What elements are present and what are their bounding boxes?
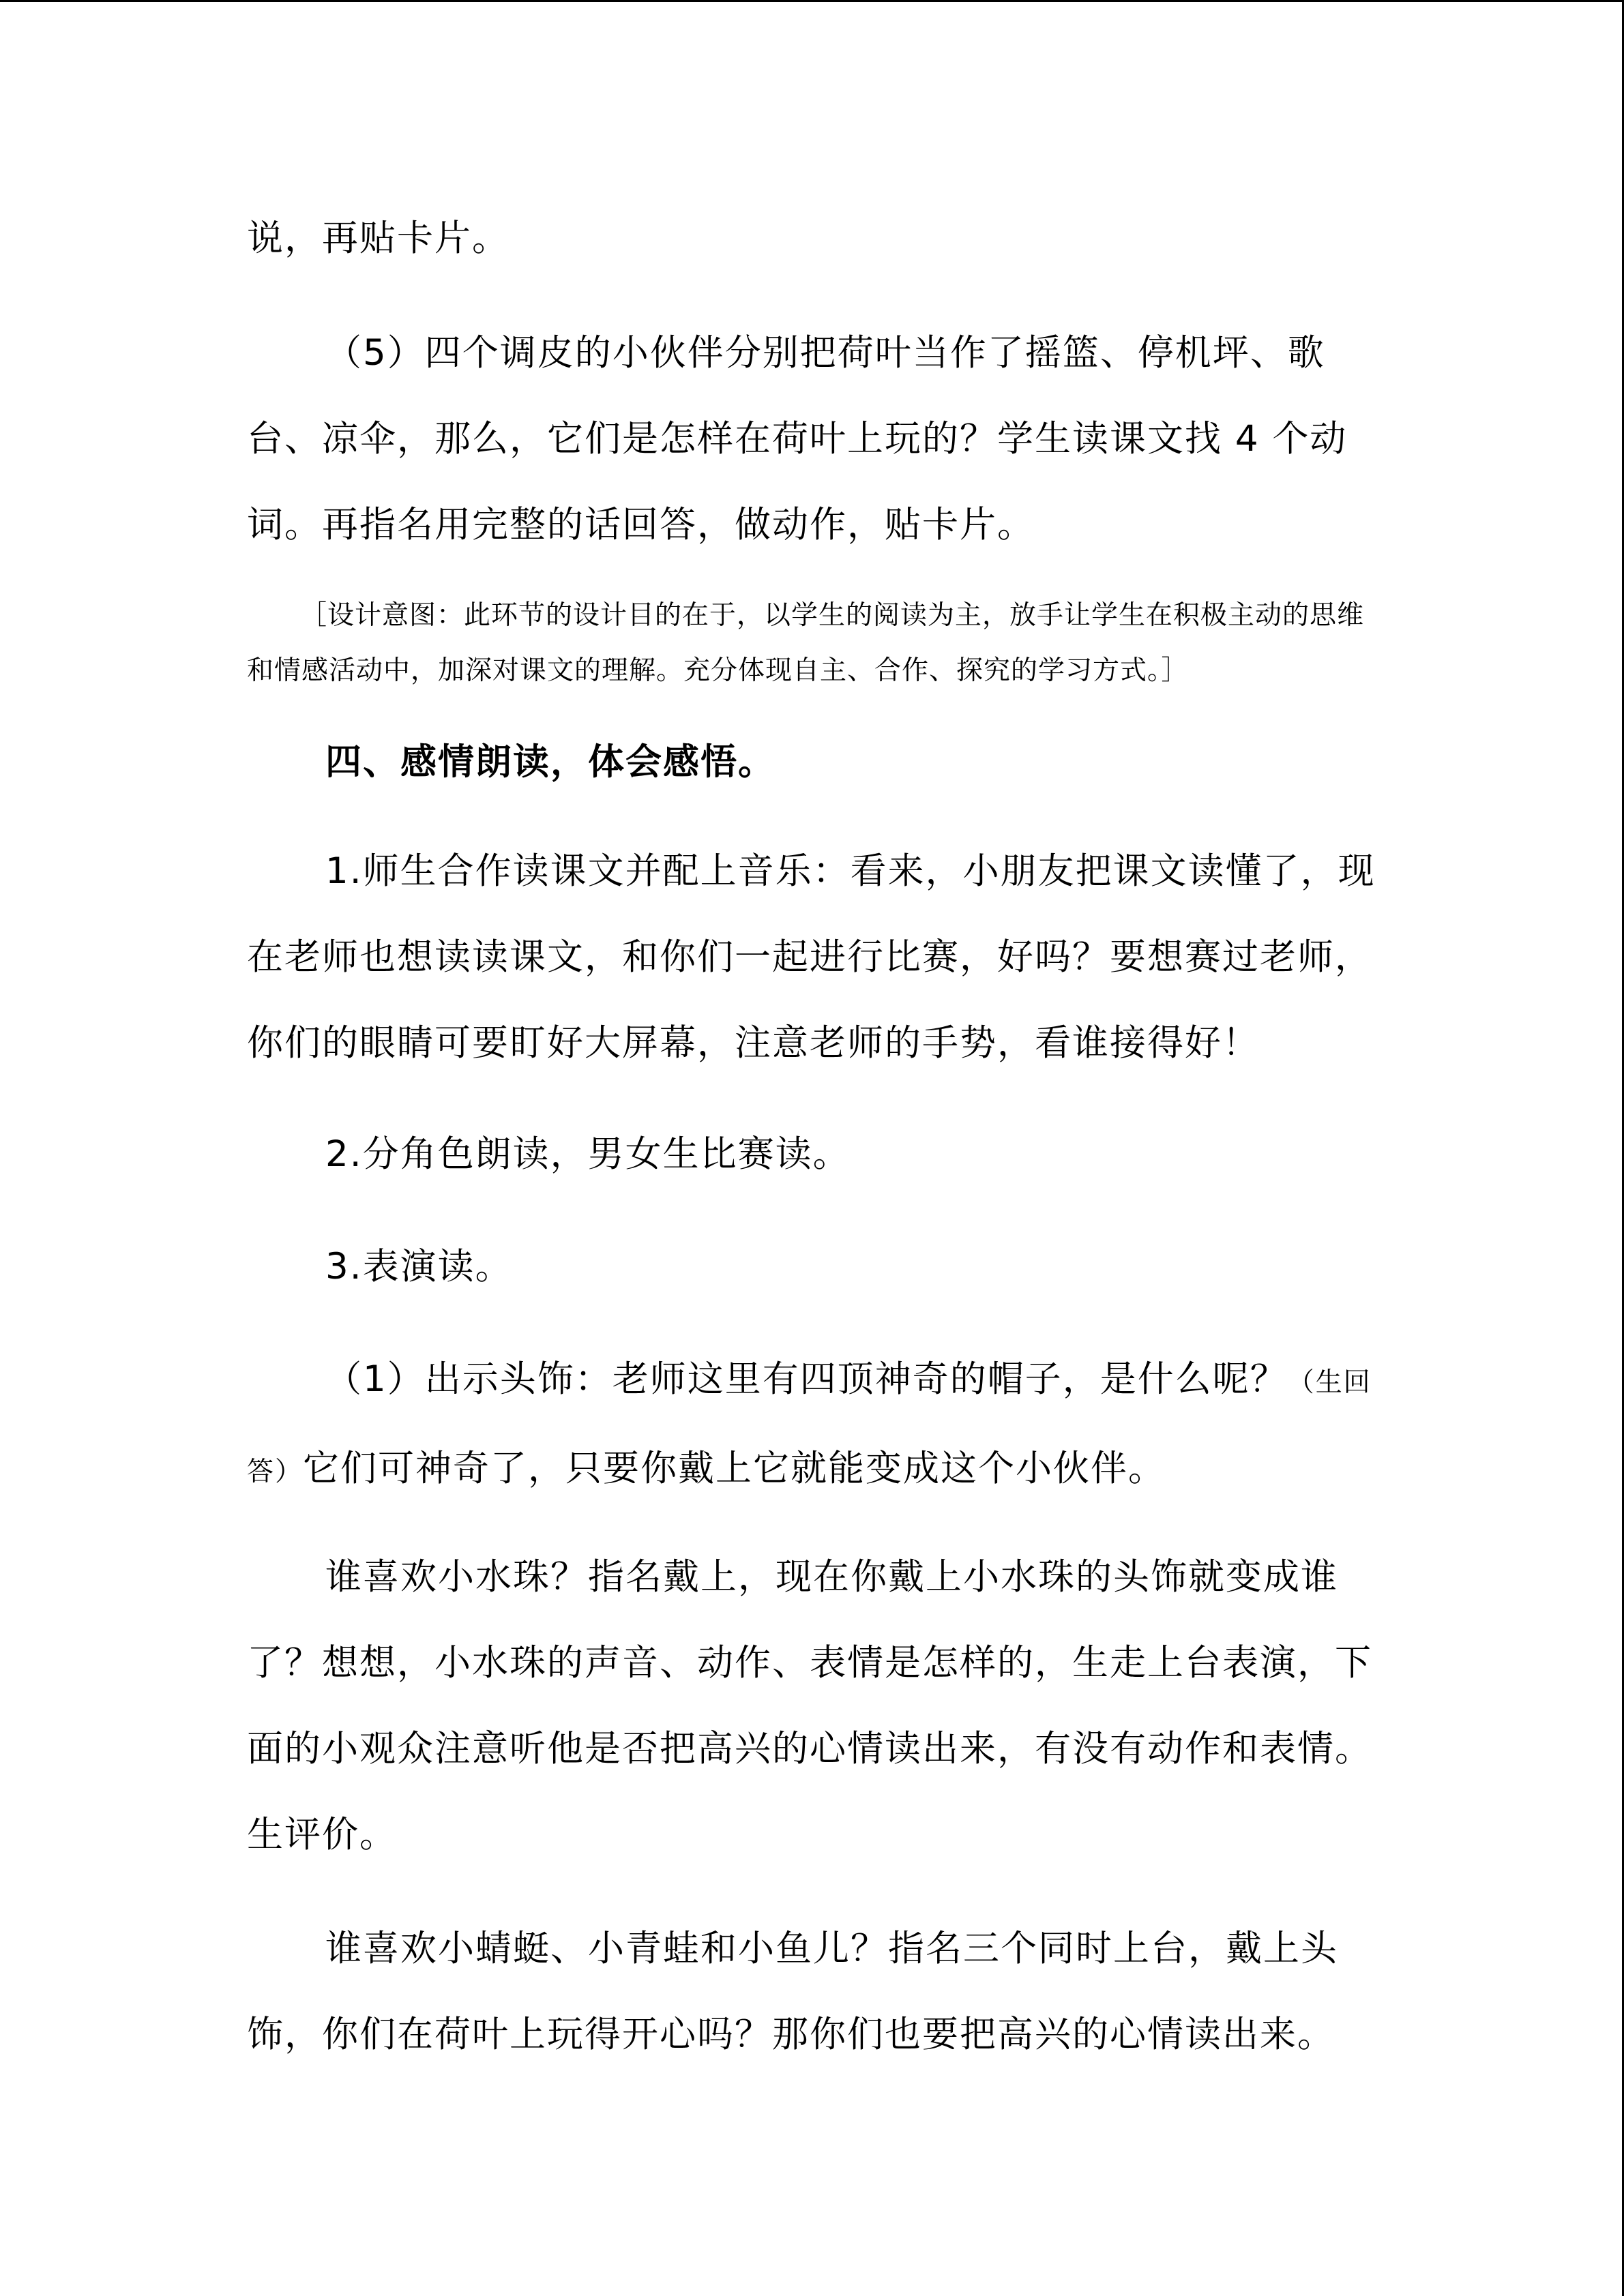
paragraph-friends: 谁喜欢小蜻蜓、小青蛙和小鱼儿？指名三个同时上台，戴上头饰，你们在荷叶上玩得开心吗？那你们也要把高兴的心情读出来。 — [247, 1928, 1338, 2055]
section-heading: 四、感情朗读，体会感悟。 — [325, 741, 776, 783]
sub-item-1-rest: 它们可神奇了，只要你戴上它就能变成这个小伙伴。 — [303, 1448, 1166, 1489]
sub-item-1-main: （1）出示头饰：老师这里有四顶神奇的帽子，是什么呢？ — [325, 1358, 1288, 1400]
paragraph-water-drop: 谁喜欢小水珠？指名戴上，现在你戴上小水珠的头饰就变成谁了？想想，小水珠的声音、动作、表情是怎样的，生走上台表演，下面的小观众注意听他是否把高兴的心情读出来，有没有动作和表情。生评价。 — [247, 1556, 1372, 1855]
paragraph-continuation: 说，再贴卡片。 — [247, 218, 510, 259]
sub-item-1-note: （生回答） — [247, 1367, 1372, 1487]
paragraph-question-5: （5）四个调皮的小伙伴分别把荷叶当作了摇篮、停机坪、歌台、凉伞，那么，它们是怎样在荷叶上玩的？学生读课文找 4 个动词。再指名用完整的话回答，做动作，贴卡片。 — [247, 332, 1348, 546]
list-item-1: 1.师生合作读课文并配上音乐：看来，小朋友把课文读懂了，现在老师也想读读课文，和你们一起进行比赛，好吗？要想赛过老师，你们的眼睛可要盯好大屏幕，注意老师的手势，看谁接得好！ — [247, 850, 1376, 1064]
design-intent-note: ［设计意图：此环节的设计目的在于，以学生的阅读为主，放手让学生在积极主动的思维和情感活动中，加深对课文的理解。充分体现自主、合作、探究的学习方式。］ — [247, 600, 1365, 686]
sub-item-1 — [247, 1337, 1393, 1515]
list-item-2: 2.分角色朗读，男女生比赛读。 — [325, 1133, 851, 1175]
list-item-3: 3.表演读。 — [325, 1246, 513, 1287]
